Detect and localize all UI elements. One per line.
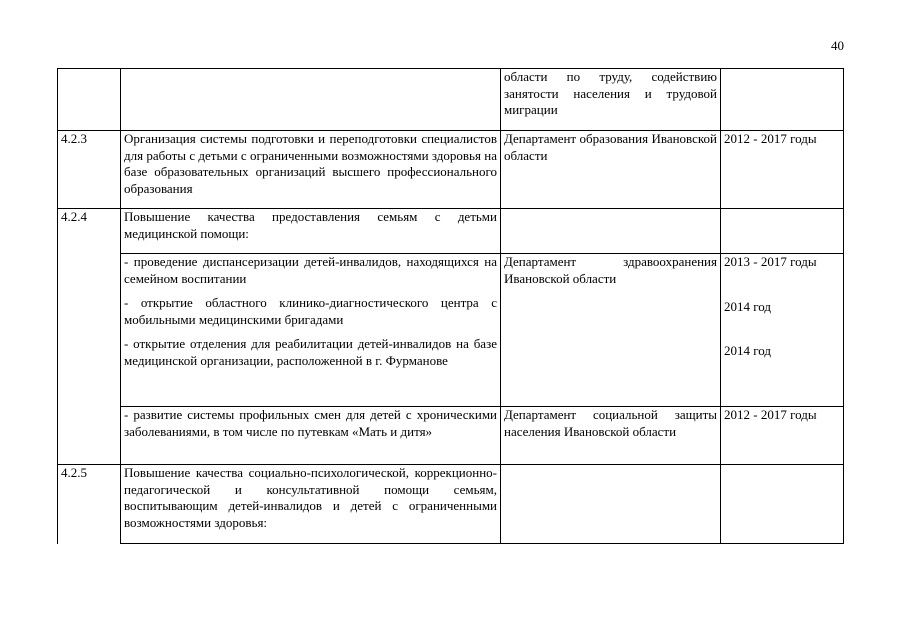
event-cell: Организация системы подготовки и переподготовки специалистов для работы с детьми с ограниченными возможностями здоровья на базе образовательных организаций высшего профессионального образования <box>121 131 501 209</box>
table-row <box>58 465 844 544</box>
row-number-cell: 4.2.4 <box>58 209 121 465</box>
row-number-cell: 4.2.5 <box>58 465 121 544</box>
table-row <box>58 254 844 407</box>
period-cell <box>721 254 844 407</box>
event-cell: Повышение качества предоставления семьям с детьми медицинской помощи: <box>121 209 501 254</box>
executor-cell: Департамент социальной защиты населения Ивановской области <box>501 407 721 465</box>
table-row <box>58 209 844 254</box>
list-item: - проведение диспансеризации детей-инвалидов, находящихся на семейном воспитании <box>124 254 497 286</box>
executor-cell <box>501 209 721 254</box>
measures-table <box>57 68 844 544</box>
row-number-cell <box>58 69 121 131</box>
table-row <box>58 131 844 209</box>
event-cell <box>121 69 501 131</box>
page-number: 40 <box>831 38 844 53</box>
executor-cell: Департамент образования Ивановской области <box>501 131 721 209</box>
period-cell <box>721 465 844 544</box>
executor-cell: Департамент здравоохранения Ивановской области <box>501 254 721 407</box>
executor-cell: области по труду, содействию занятости населения и трудовой миграции <box>501 69 721 131</box>
row-number-cell: 4.2.3 <box>58 131 121 209</box>
period-cell: 2012 - 2017 годы <box>721 407 844 465</box>
event-cell <box>121 254 501 407</box>
event-cell: Повышение качества социально-психологической, коррекционно-педагогической и консультативной помощи семьям, воспитывающим детей-инвалидов и детей с ограниченными возможностями здоровья: <box>121 465 501 544</box>
period-item: 2014 год <box>724 298 771 314</box>
period-cell <box>721 209 844 254</box>
period-cell: 2012 - 2017 годы <box>721 131 844 209</box>
table-row <box>58 407 844 465</box>
list-item: - открытие областного клинико-диагностического центра с мобильными медицинскими бригадами <box>124 295 497 327</box>
executor-cell <box>501 465 721 544</box>
list-item: - открытие отделения для реабилитации детей-инвалидов на базе медицинской организации, расположенной в г. Фурманове <box>124 336 497 368</box>
table-row <box>58 69 844 131</box>
period-cell <box>721 69 844 131</box>
period-item: 2013 - 2017 годы <box>724 254 817 269</box>
period-item: 2014 год <box>724 343 771 358</box>
event-cell: - развитие системы профильных смен для детей с хроническими заболеваниями, в том числе по путевкам «Мать и дитя» <box>121 407 501 465</box>
